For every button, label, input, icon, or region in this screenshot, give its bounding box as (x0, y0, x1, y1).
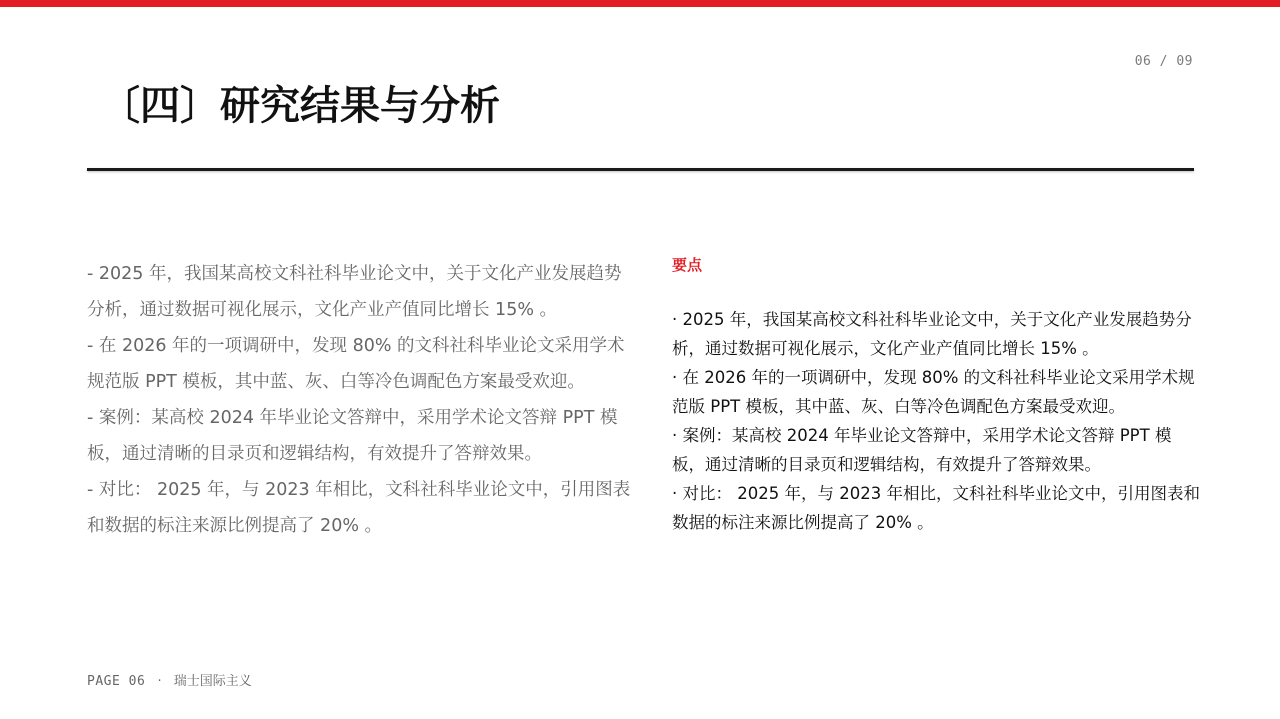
key-point-item: · 对比： 2025 年，与 2023 年相比，文科社科毕业论文中，引用图表和数据的标注来源比例提高了 20% 。 (672, 484, 1200, 532)
key-point-item: · 案例：某高校 2024 年毕业论文答辩中，采用学术论文答辩 PPT 模板，通过清晰的目录页和逻辑结构，有效提升了答辩效果。 (672, 426, 1172, 474)
footer-page-label: PAGE 06 (87, 674, 146, 689)
body-paragraph: - 2025 年，我国某高校文科社科毕业论文中，关于文化产业发展趋势分析，通过数据可视化展示，文化产业产值同比增长 15% 。 (87, 264, 622, 320)
body-paragraph: - 案例：某高校 2024 年毕业论文答辩中，采用学术论文答辩 PPT 模板，通过清晰的目录页和逻辑结构，有效提升了答辩效果。 (87, 408, 618, 464)
footer (87, 670, 252, 689)
body-paragraph: - 在 2026 年的一项调研中，发现 80% 的文科社科毕业论文采用学术规范版 PPT 模板，其中蓝、灰、白等冷色调配色方案最受欢迎。 (87, 336, 625, 392)
key-point-item: · 在 2026 年的一项调研中，发现 80% 的文科社科毕业论文采用学术规范版 PPT 模板，其中蓝、灰、白等冷色调配色方案最受欢迎。 (672, 368, 1195, 416)
footer-separator: · (157, 674, 162, 689)
key-points-panel (672, 255, 1202, 537)
key-point-item: · 2025 年，我国某高校文科社科毕业论文中，关于文化产业发展趋势分析，通过数据可视化展示，文化产业产值同比增长 15% 。 (672, 310, 1192, 358)
top-accent-bar (0, 0, 1280, 7)
title-divider (87, 168, 1194, 171)
key-points-heading: 要点 (672, 256, 703, 274)
body-text-column (87, 256, 632, 544)
body-paragraph: - 对比： 2025 年，与 2023 年相比，文科社科毕业论文中，引用图表和数据的标注来源比例提高了 20% 。 (87, 480, 631, 536)
key-points-list (672, 305, 1202, 537)
page-title: 〔四〕研究结果与分析 (100, 83, 500, 129)
page-counter: 06 / 09 (1134, 54, 1193, 69)
footer-organization: 瑞士国际主义 (173, 674, 252, 689)
